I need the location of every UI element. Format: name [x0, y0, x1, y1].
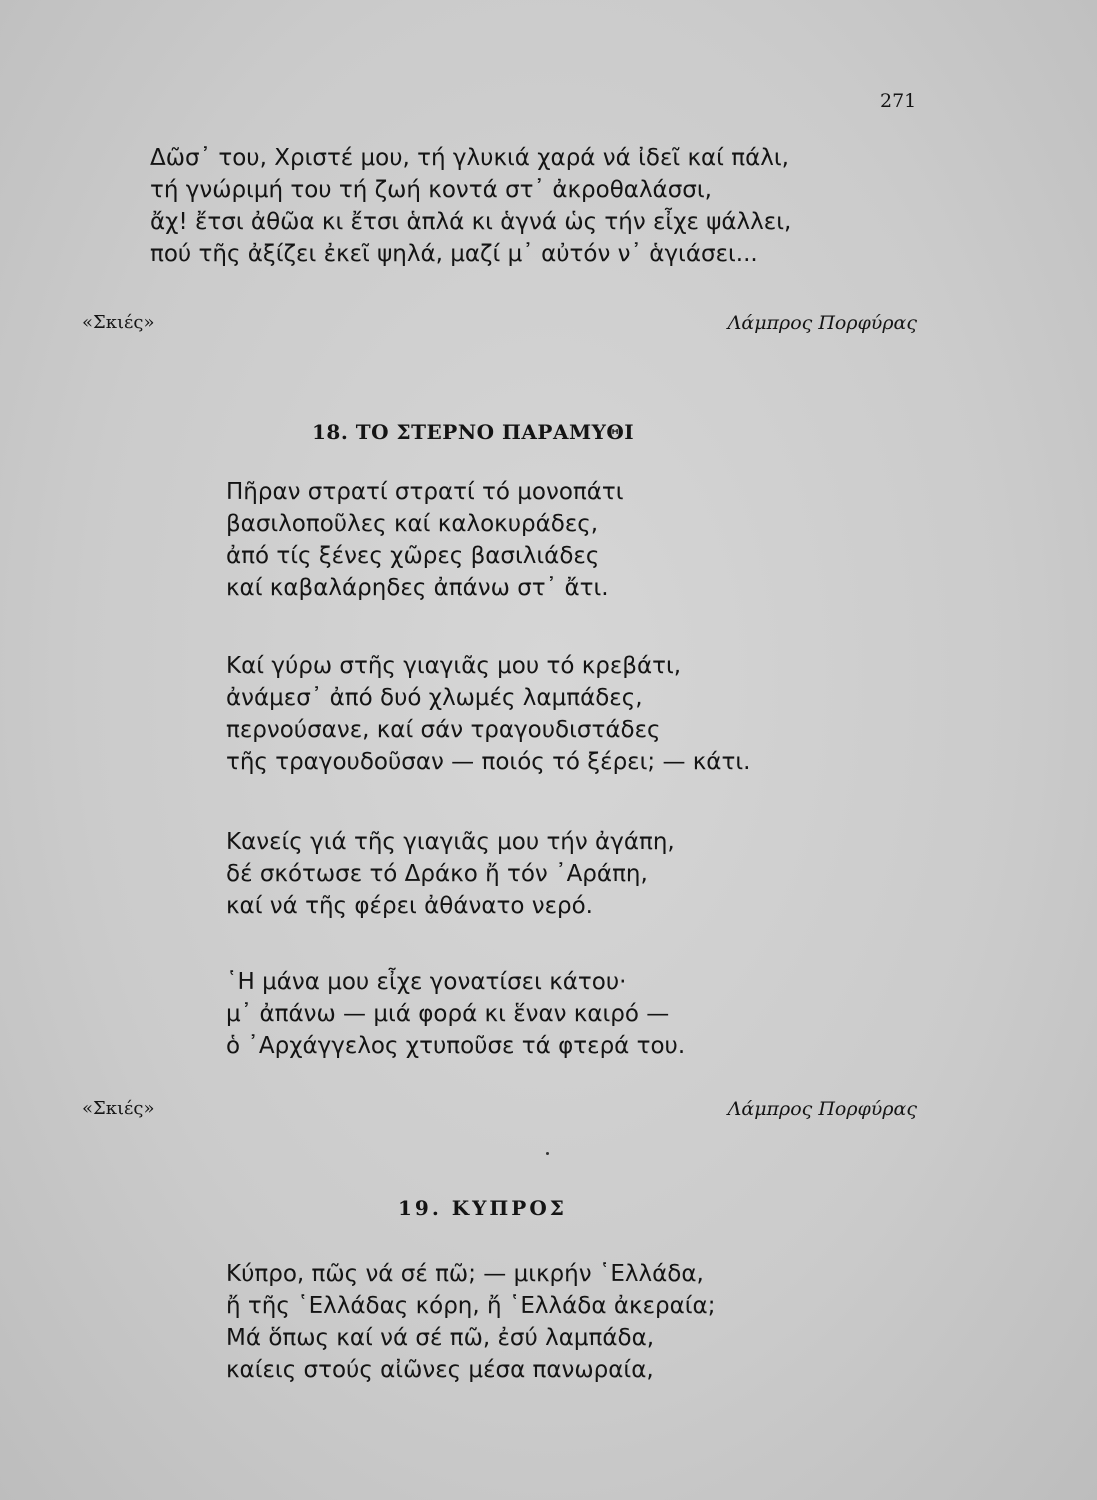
verse-line: μ᾽ ἀπάνω — μιά φορά κι ἕναν καιρό —	[226, 1001, 670, 1027]
source-label: «Σκιές»	[82, 1098, 155, 1119]
separator-dot	[546, 1152, 549, 1155]
verse-line: ἤ τῆς ῾Ελλάδας κόρη, ἤ ῾Ελλάδα ἀκεραία;	[226, 1293, 716, 1319]
verse-line: καί νά τῆς φέρει ἀθάνατο νερό.	[226, 893, 593, 919]
stanza-2	[226, 650, 750, 778]
page-number: 271	[880, 90, 917, 112]
verse-line: τῆς τραγουδοῦσαν — ποιός τό ξέρει; — κάτι.	[226, 749, 751, 775]
verse-line: βασιλοποῦλες καί καλοκυράδες,	[226, 511, 599, 537]
poem-title: 19. ΚΥΠΡΟΣ	[398, 1196, 567, 1220]
verse-line: Μά ὅπως καί νά σέ πῶ, ἐσύ λαμπάδα,	[226, 1325, 655, 1351]
verse-line: Πῆραν στρατί στρατί τό μονοπάτι	[226, 479, 624, 505]
verse-line: ῾Η μάνα μου εἶχε γονατίσει κάτου·	[226, 969, 627, 995]
verse-line: καίεις στούς αἰῶνες μέσα πανωραία,	[226, 1357, 654, 1383]
verse-line: περνούσανε, καί σάν τραγουδιστάδες	[226, 717, 661, 743]
author-name: Λάμπρος Πορφύρας	[727, 1098, 917, 1120]
verse-line: καί καβαλάρηδες ἀπάνω στ᾽ ἄτι.	[226, 575, 609, 601]
poem-title: 18. ΤΟ ΣΤΕΡΝΟ ΠΑΡΑΜΥΘΙ	[312, 420, 635, 444]
verse-line: ἀπό τίς ξένες χῶρες βασιλιάδες	[226, 543, 600, 569]
verse-line: Δῶσ᾽ του, Χριστέ μου, τή γλυκιά χαρά νά ἰδεῖ καί πάλι,	[150, 145, 789, 171]
stanza-1	[226, 476, 624, 604]
verse-line: Κύπρο, πῶς νά σέ πῶ; — μικρήν ῾Ελλάδα,	[226, 1261, 704, 1287]
intro-stanza	[150, 142, 791, 270]
stanza-19-1	[226, 1258, 715, 1386]
verse-line: δέ σκότωσε τό Δράκο ἤ τόν ᾽Αράπη,	[226, 861, 648, 887]
verse-line: ὁ ᾽Αρχάγγελος χτυποῦσε τά φτερά του.	[226, 1033, 686, 1059]
verse-line: ἀνάμεσ᾽ ἀπό δυό χλωμές λαμπάδες,	[226, 685, 643, 711]
verse-line: Κανείς γιά τῆς γιαγιᾶς μου τήν ἀγάπη,	[226, 829, 675, 855]
verse-line: πού τῆς ἀξίζει ἐκεῖ ψηλά, μαζί μ᾽ αὐτόν ν᾽ ἁγιάσει...	[150, 241, 758, 267]
verse-line: τή γνώριμή του τή ζωή κοντά στ᾽ ἀκροθαλάσσι,	[150, 177, 712, 203]
verse-line: Καί γύρω στῆς γιαγιᾶς μου τό κρεβάτι,	[226, 653, 682, 679]
verse-line: ἄχ! ἔτσι ἀθῶα κι ἔτσι ἁπλά κι ἁγνά ὡς τήν εἶχε ψάλλει,	[150, 209, 792, 235]
stanza-4	[226, 966, 685, 1062]
source-label: «Σκιές»	[82, 312, 155, 333]
stanza-3	[226, 826, 675, 922]
author-name: Λάμπρος Πορφύρας	[727, 312, 917, 334]
